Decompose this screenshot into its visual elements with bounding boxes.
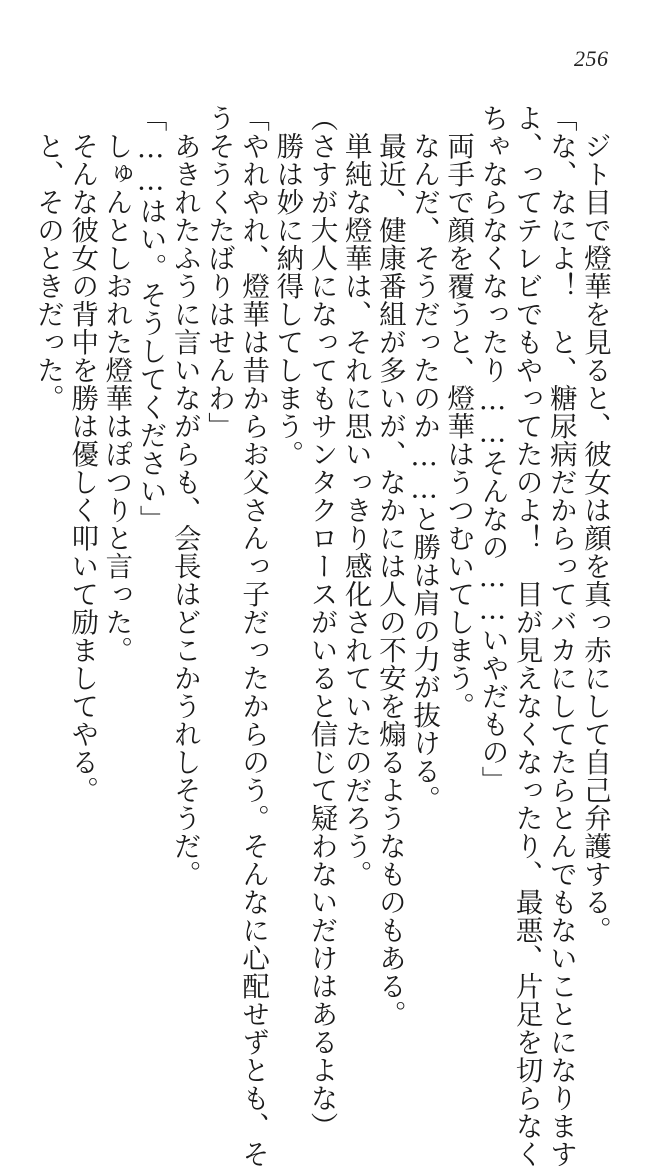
text-line: と、そのときだった。 xyxy=(32,132,64,412)
text-line: 単純な燈華は、それに思いっきり感化されていたのだろう。 xyxy=(339,132,372,888)
page-number: 256 xyxy=(574,46,609,71)
text-line: ジト目で燈華を見ると、彼女は顔を真っ赤にして自己弁護する。 xyxy=(579,132,611,944)
text-line: 「な、なによ！ と、糖尿病だからってバカにしてたらとんでもないことになります xyxy=(544,104,577,1168)
text-line: なんだ、そうだったのか……と勝は肩の力が抜ける。 xyxy=(408,132,441,813)
text-line: 両手で顔を覆うと、燈華はうつむいてしまう。 xyxy=(442,132,475,720)
text-line: あきれたふうに言いながらも、会長はどこかうれしそうだ。 xyxy=(168,132,201,888)
vertical-text-body xyxy=(30,104,612,1168)
text-line: しゅんとしおれた燈華はぽつりと言った。 xyxy=(100,132,133,664)
text-line: よ、ってテレビでもやってたのよ！ 目が見えなくなったり、最悪、片足を切らなく xyxy=(510,104,543,1168)
text-line: うそうくたばりはせんわ」 xyxy=(202,104,235,440)
text-line: （さすが大人になってもサンタクロースがいると信じて疑わないだけはあるよな） xyxy=(305,104,338,1140)
text-line: ちゃならなくなったり……そんなの……いやだもの」 xyxy=(476,104,509,794)
text-line: 勝は妙に納得してしまう。 xyxy=(271,132,304,468)
text-line: 「……はい。そうしてください」 xyxy=(134,104,167,533)
text-line: 最近、健康番組が多いが、なかには人の不安を煽るようなものもある。 xyxy=(373,132,406,1028)
text-line: 「やれやれ、燈華は昔からお父さんっ子だったからのう。そんなに心配せずとも、そ xyxy=(237,104,270,1168)
text-line: そんな彼女の背中を勝は優しく叩いて励ましてやる。 xyxy=(66,132,99,804)
